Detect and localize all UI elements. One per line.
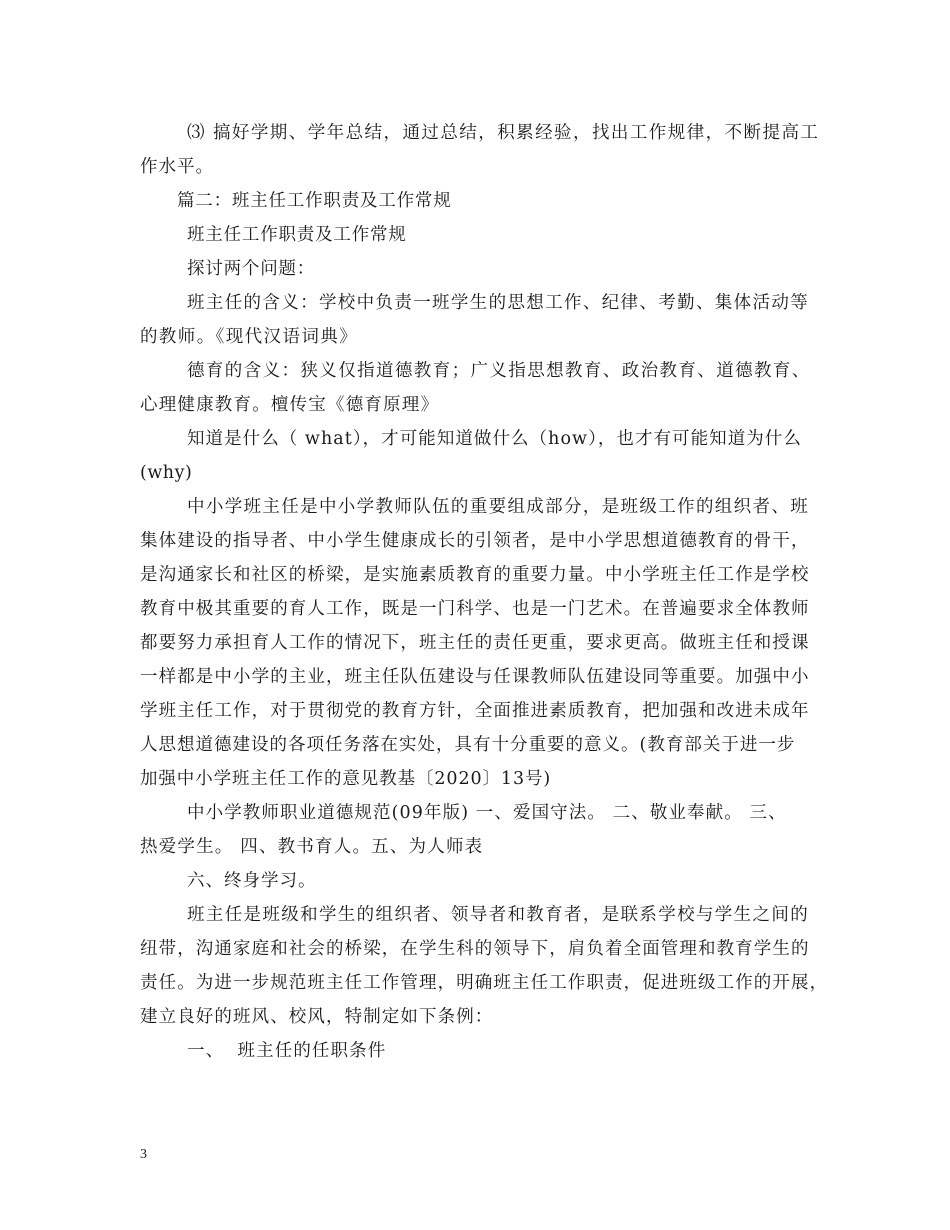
text-line: 建立良好的班风、校风，特制定如下条例： (140, 1007, 494, 1027)
text-line: 加强中小学班主任工作的意见教基〔2020〕13号) (140, 769, 552, 789)
text-line: 热爱学生。 四、教书育人。五、为人师表 (140, 837, 484, 857)
text-line: 中小学教师职业道德规范(09年版) 一、爱国守法。 二、敬业奉献。 三、 (187, 803, 787, 823)
text-line: 六、终身学习。 (187, 871, 317, 891)
text-line: 集体建设的指导者、中小学生健康成长的引领者，是中小学思想道德教育的骨干， (140, 531, 810, 551)
text-line: 知道是什么（ what），才可能知道做什么（how），也才有可能知道为什么 (187, 429, 802, 449)
text-line: 是沟通家长和社区的桥梁，是实施素质教育的重要力量。中小学班主任工作是学校 (140, 565, 810, 585)
text-line: 探讨两个问题： (187, 259, 316, 279)
section-heading: 篇二：班主任工作职责及工作常规 (177, 191, 452, 211)
text-line: 责任。为进一步规范班主任工作管理，明确班主任工作职责，促进班级工作的开展， (140, 973, 829, 993)
text-line: (why) (140, 463, 193, 483)
page-number: 3 (140, 1147, 147, 1162)
text-line: 学班主任工作，对于贯彻党的教育方针，全面推进素质教育，把加强和改进未成年 (140, 701, 810, 721)
text-line: 中小学班主任是中小学教师队伍的重要组成部分，是班级工作的组织者、班 (187, 497, 810, 517)
text-line: 教育中极其重要的育人工作，既是一门科学、也是一门艺术。在普遍要求全体教师 (140, 599, 810, 619)
text-line: 的教师。《现代汉语词典》 (140, 327, 359, 347)
text-line: 德育的含义：狭义仅指道德教育；广义指思想教育、政治教育、道德教育、 (187, 361, 811, 381)
text-line: 都要努力承担育人工作的情况下，班主任的责任更重，要求更高。做班主任和授课 (140, 633, 810, 653)
text-line: 班主任是班级和学生的组织者、领导者和教育者，是联系学校与学生之间的 (187, 905, 810, 925)
text-line: 作水平。 (140, 157, 214, 177)
text-line: 班主任工作职责及工作常规 (187, 225, 407, 245)
text-line: ⑶ 搞好学期、学年总结，通过总结，积累经验，找出工作规律，不断提高工 (187, 123, 820, 143)
section-heading: 一、 班主任的任职条件 (187, 1041, 387, 1061)
text-line: 班主任的含义：学校中负责一班学生的思想工作、纪律、考勤、集体活动等 (187, 293, 810, 313)
text-line: 人思想道德建设的各项任务落在实处，具有十分重要的意义。(教育部关于进一步 (140, 735, 796, 755)
text-line: 纽带，沟通家庭和社会的桥梁，在学生科的领导下，肩负着全面管理和教育学生的 (140, 939, 810, 959)
text-line: 心理健康教育。檀传宝《德育原理》 (140, 395, 440, 415)
text-line: 一样都是中小学的主业，班主任队伍建设与任课教师队伍建设同等重要。加强中小 (140, 667, 810, 687)
